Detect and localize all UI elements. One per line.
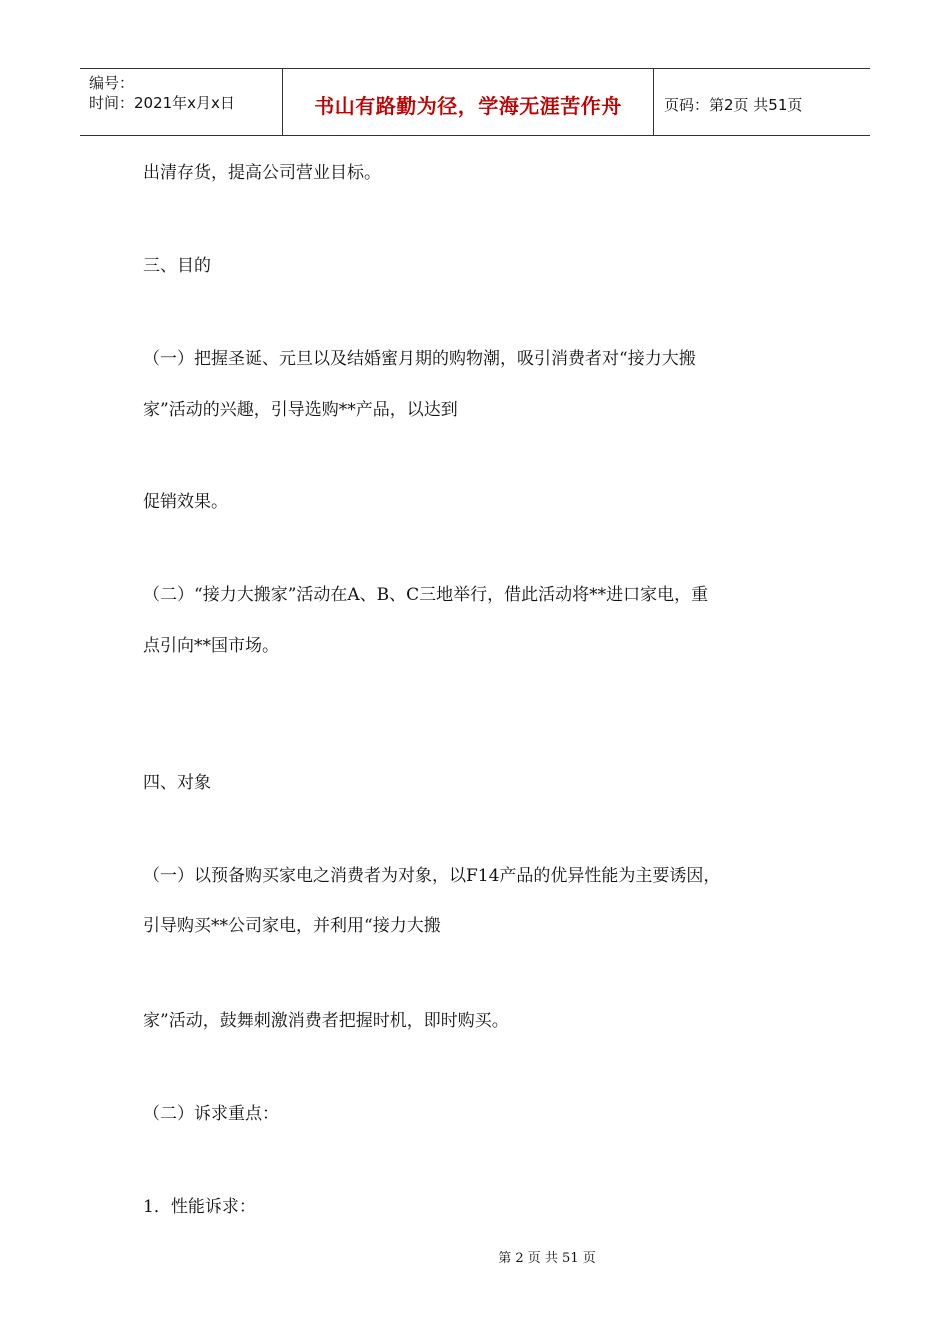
- paragraph-line: 点引向**国市场。: [143, 636, 279, 656]
- serial-number-label: 编号：: [89, 74, 135, 92]
- motto-text: 书山有路勤为径，学海无涯苦作舟: [314, 93, 622, 118]
- section-heading: 三、目的: [143, 256, 211, 276]
- footer-page-number: 第 2 页 共 51 页: [498, 1251, 596, 1266]
- paragraph-line: （二）诉求重点：: [143, 1104, 279, 1124]
- paragraph-line: （二）“接力大搬家”活动在A、B、C三地举行，借此活动将**进口家电，重: [143, 585, 709, 605]
- header-page-number: 页码：第2页 共51页: [664, 95, 803, 114]
- header-page-cell: [654, 69, 870, 135]
- paragraph-line: 引导购买**公司家电，并利用“接力大搬: [143, 916, 441, 936]
- paragraph-line: （一）把握圣诞、元旦以及结婚蜜月期的购物潮，吸引消费者对“接力大搬: [143, 349, 696, 369]
- paragraph-line: 家”活动，鼓舞刺激消费者把握时机，即时购买。: [143, 1011, 509, 1031]
- paragraph-line: （一）以预备购买家电之消费者为对象，以F14产品的优异性能为主要诱因，: [143, 866, 721, 886]
- paragraph-line: 出清存货，提高公司营业目标。: [143, 163, 381, 183]
- section-heading: 四、对象: [143, 773, 211, 793]
- paragraph-line: 1．性能诉求：: [143, 1197, 256, 1217]
- header-motto-cell: [282, 69, 654, 135]
- page-header: [80, 68, 870, 136]
- paragraph-line: 家”活动的兴趣，引导选购**产品，以达到: [143, 400, 458, 420]
- page-footer: [0, 1247, 950, 1266]
- paragraph-line: 促销效果。: [143, 492, 228, 512]
- header-meta-cell: [80, 69, 282, 135]
- date-label: 时间：2021年x月x日: [89, 94, 235, 112]
